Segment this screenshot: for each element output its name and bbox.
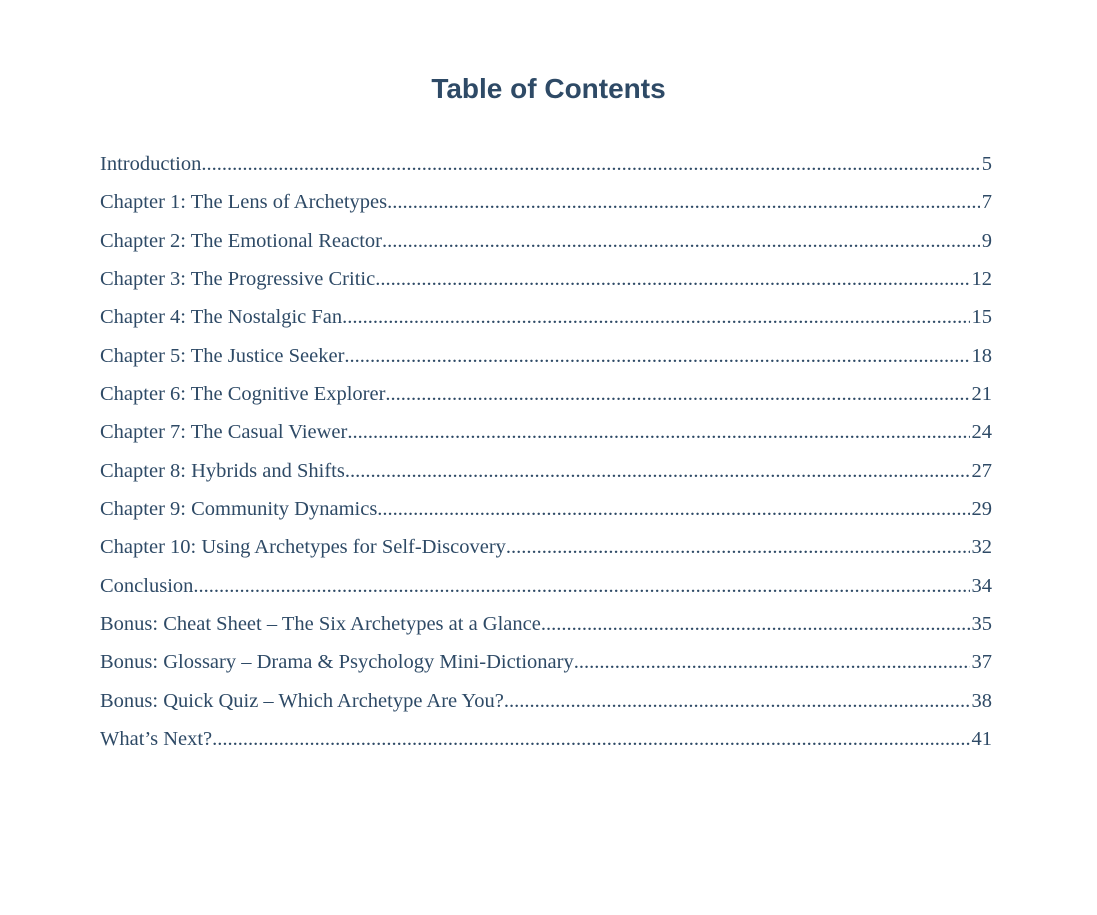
toc-leader-dots <box>342 298 969 336</box>
toc-leader-dots <box>574 643 970 681</box>
page-title: Table of Contents <box>431 73 666 104</box>
toc-entry-chapter-6[interactable] <box>100 375 992 413</box>
toc-entry-chapter-8[interactable] <box>100 452 992 490</box>
toc-entry-page: 32 <box>971 536 992 559</box>
toc-leader-dots <box>504 682 970 720</box>
toc-entry-bonus-quiz[interactable] <box>100 682 992 720</box>
toc-leader-dots <box>506 528 970 566</box>
toc-entry-page: 27 <box>971 459 992 482</box>
toc-entry-page: 9 <box>981 229 992 252</box>
toc-leader-dots <box>387 183 980 221</box>
toc-leader-dots <box>212 720 969 758</box>
toc-entry-label: Chapter 10: Using Archetypes for Self-Discovery <box>100 536 506 559</box>
toc-entry-page: 12 <box>971 267 992 290</box>
toc-leader-dots <box>541 605 970 643</box>
toc-entry-introduction[interactable] <box>100 145 992 183</box>
toc-entry-label: Chapter 5: The Justice Seeker <box>100 344 345 367</box>
toc-entry-chapter-2[interactable] <box>100 222 992 260</box>
toc-entry-page: 38 <box>971 689 992 712</box>
toc-entry-chapter-3[interactable] <box>100 260 992 298</box>
toc-entry-label: Bonus: Cheat Sheet – The Six Archetypes at a Glance <box>100 612 541 635</box>
toc-entry-bonus-glossary[interactable] <box>100 643 992 681</box>
toc-entry-conclusion[interactable] <box>100 567 992 605</box>
toc-leader-dots <box>382 222 980 260</box>
toc-entry-label: Chapter 7: The Casual Viewer <box>100 421 348 444</box>
toc-entry-label: Introduction <box>100 153 202 175</box>
toc-entry-page: 21 <box>971 382 992 405</box>
toc-entry-label: Chapter 9: Community Dynamics <box>100 497 378 520</box>
toc-leader-dots <box>377 490 969 528</box>
toc-entry-label: Chapter 4: The Nostalgic Fan <box>100 306 343 329</box>
toc-leader-dots <box>201 145 979 183</box>
toc-entry-whats-next[interactable] <box>100 720 992 758</box>
toc-entry-page: 35 <box>971 612 992 635</box>
toc-entry-label: Chapter 1: The Lens of Archetypes <box>100 191 388 214</box>
toc-entry-chapter-1[interactable] <box>100 183 992 221</box>
toc-leader-dots <box>375 260 969 298</box>
toc-leader-dots <box>347 413 969 451</box>
toc-entry-label: Chapter 6: The Cognitive Explorer <box>100 382 386 405</box>
toc-entry-page: 29 <box>971 497 992 520</box>
toc-leader-dots <box>345 452 970 490</box>
toc-leader-dots <box>344 337 969 375</box>
toc-entry-label: Bonus: Quick Quiz – Which Archetype Are You? <box>100 689 504 712</box>
toc-entry-label: What’s Next? <box>100 727 213 750</box>
toc-entry-bonus-cheat-sheet[interactable] <box>100 605 992 643</box>
toc-leader-dots <box>193 567 969 605</box>
toc-entry-page: 15 <box>971 306 992 329</box>
toc-entry-page: 5 <box>981 153 992 175</box>
toc-entry-page: 24 <box>971 421 992 444</box>
toc-entry-page: 7 <box>981 191 992 214</box>
toc-leader-dots <box>385 375 969 413</box>
toc-entry-chapter-10[interactable] <box>100 528 992 566</box>
toc-entry-page: 37 <box>971 651 992 674</box>
toc-entry-label: Chapter 2: The Emotional Reactor <box>100 229 382 252</box>
toc-entry-page: 41 <box>971 727 992 750</box>
toc-entry-label: Chapter 3: The Progressive Critic <box>100 267 376 290</box>
toc-entry-chapter-4[interactable] <box>100 298 992 336</box>
toc-entry-chapter-9[interactable] <box>100 490 992 528</box>
toc-entry-page: 18 <box>971 344 992 367</box>
toc-entry-chapter-5[interactable] <box>100 337 992 375</box>
toc-entry-page: 34 <box>971 574 992 597</box>
toc-entry-chapter-7[interactable] <box>100 413 992 451</box>
toc-entry-label: Chapter 8: Hybrids and Shifts <box>100 459 345 482</box>
toc-entry-label: Bonus: Glossary – Drama & Psychology Mini-Dictionary <box>100 651 574 674</box>
toc-list <box>100 145 992 758</box>
toc-entry-label: Conclusion <box>100 574 194 597</box>
